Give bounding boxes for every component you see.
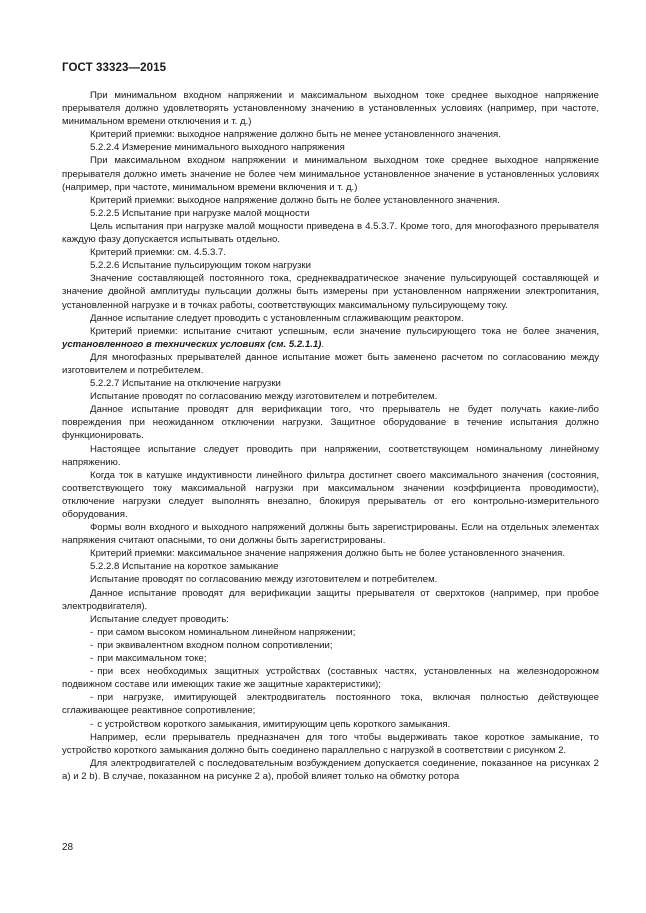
paragraph-text: Формы волн входного и выходного напряжений должны быть зарегистрированы. Если на отдельных элементах напряжения считают опасными, то они должны быть зарегистрированы. — [62, 522, 599, 547]
paragraph-text: При минимальном входном напряжении и максимальном выходном токе среднее выходное напряжение прерывателя должно удовлетворять установленному значению в установленных условиях (например, при частоте, минимальном времени отключения и т. д.) — [62, 90, 599, 128]
paragraph-text: Когда ток в катушке индуктивности линейного фильтра достигнет своего максимального значения (состояния, соответствующего току максимальной нагрузки при максимальном значении коэффициента проводимости), отключение нагрузки следует выполнять внезапно, блокируя прерыватель от его контрольно-измерительного оборудования. — [62, 469, 599, 520]
paragraph — [62, 220, 599, 246]
list-item — [62, 718, 599, 731]
section-heading-text: 5.2.2.6 Испытание пульсирующим током нагрузки — [90, 260, 311, 272]
list-item-text: при нагрузке, имитирующей электродвигатель постоянного тока, включая полностью действующее сглаживающее реактивное сопротивление; — [62, 692, 599, 717]
paragraph — [62, 128, 599, 141]
list-item — [62, 691, 599, 717]
paragraph — [62, 613, 599, 626]
paragraph — [62, 403, 599, 442]
paragraph-text: Критерий приемки: выходное напряжение должно быть не менее установленного значения. — [90, 129, 501, 141]
paragraph-text: Критерий приемки: испытание считают успешным, если значение пульсирующего тока не более значения, — [90, 325, 599, 337]
section-heading — [62, 259, 599, 272]
paragraph-text: Испытание проводят по согласованию между изготовителем и потребителем. — [90, 574, 438, 586]
list-item-text: при самом высоком номинальном линейном напряжении; — [97, 626, 356, 638]
paragraph-text: Критерий приемки: максимальное значение напряжения должно быть не более установленного значения. — [90, 548, 566, 560]
paragraph-tail: . — [321, 338, 325, 350]
paragraph — [62, 89, 599, 128]
paragraph — [62, 194, 599, 207]
paragraph — [62, 469, 599, 521]
list-item-text: при всех необходимых защитных устройствах (составных частях, установленных на железнодорожном подвижном составе или имеющих такие же защитные характеристики); — [62, 666, 599, 691]
paragraph — [62, 390, 599, 403]
paragraph — [62, 521, 599, 547]
paragraph-text: Испытание проводят по согласованию между изготовителем и потребителем. — [90, 391, 438, 403]
paragraph-text: Цель испытания при нагрузке малой мощности приведена в 4.5.3.7. Кроме того, для многофазного прерывателя каждую фазу допускается испытывать отдельно. — [62, 220, 599, 246]
list-dash: - — [90, 666, 94, 678]
list-item-text: при эквивалентном входном полном сопротивлении; — [97, 639, 333, 651]
paragraph — [62, 547, 599, 560]
paragraph-text: Настоящее испытание следует проводить при напряжении, соответствующем номинальному линейному напряжению. — [62, 443, 599, 468]
paragraph-text: Данное испытание проводят для верификации того, что прерыватель не будет получать какие-либо повреждения при неожиданном отключении нагрузки. Защитное оборудование в течение испытания должно функционировать. — [62, 404, 599, 442]
paragraph — [62, 325, 599, 351]
list-dash: - — [90, 639, 94, 651]
list-item-text: с устройством короткого замыкания, имитирующим цепь короткого замыкания. — [97, 718, 451, 730]
paragraph-text: Для многофазных прерывателей данное испытание может быть заменено расчетом по согласованию между изготовителем и потребителем. — [62, 351, 599, 376]
document-standard-header: ГОСТ 33323—2015 — [62, 62, 167, 74]
list-dash: - — [90, 626, 94, 638]
section-heading-text: 5.2.2.8 Испытание на короткое замыкание — [90, 561, 279, 573]
paragraph — [62, 312, 599, 325]
paragraph — [62, 154, 599, 193]
section-heading-text: 5.2.2.7 Испытание на отключение нагрузки — [90, 378, 281, 390]
paragraph — [62, 587, 599, 613]
paragraph — [62, 246, 599, 259]
paragraph-text: Критерий приемки: выходное напряжение должно быть не более установленного значения. — [90, 194, 500, 206]
paragraph-text: Данное испытание проводят для верификации защиты прерывателя от сверхтоков (например, при пробое электродвигателя). — [62, 587, 599, 612]
paragraph — [62, 757, 599, 783]
section-heading — [62, 560, 599, 573]
paragraph-text: Критерий приемки: см. 4.5.3.7. — [90, 247, 227, 259]
paragraph — [62, 443, 599, 469]
page-number: 28 — [62, 842, 74, 853]
emphasized-reference: установленного в технических условиях (см. 5.2.1.1) — [62, 338, 322, 350]
list-item-text: при максимальном токе; — [97, 653, 207, 665]
document-body — [62, 89, 599, 783]
paragraph-text: Данное испытание следует проводить с установленным сглаживающим реактором. — [90, 312, 464, 324]
list-item — [62, 626, 599, 639]
list-item — [62, 639, 599, 652]
section-heading — [62, 377, 599, 390]
list-item — [62, 652, 599, 665]
paragraph-text: Значение составляющей постоянного тока, среднеквадратическое значение пульсирующей составляющей и значение двойной амплитуды пульсации должны быть измерены при установленном напряжении электропитания, установленной нагрузке и в точках работы, соответствующих максимальному пульсирующему току. — [62, 273, 599, 311]
section-heading-text: 5.2.2.4 Измерение минимального выходного напряжения — [90, 142, 345, 154]
list-dash: - — [90, 692, 94, 704]
section-heading — [62, 207, 599, 220]
paragraph-text: Испытание следует проводить: — [90, 613, 229, 625]
list-item — [62, 665, 599, 691]
paragraph — [62, 573, 599, 586]
paragraph-text: Для электродвигателей с последовательным возбуждением допускается соединение, показанное на рисунках 2 а) и 2 b). В случае, показанном на рисунке 2 а), пробой влияет только на обмотку ротора — [62, 757, 599, 782]
paragraph-text: При максимальном входном напряжении и минимальном выходном токе среднее выходное напряжение прерывателя должно иметь значение не более чем минимальное установленное значение в установленных условиях (например, при частоте, минимальном времени включения и т. д.) — [62, 155, 599, 193]
paragraph — [62, 272, 599, 311]
list-dash: - — [90, 653, 94, 665]
section-heading-text: 5.2.2.5 Испытание при нагрузке малой мощности — [90, 207, 310, 219]
paragraph-text: Например, если прерыватель предназначен для того чтобы выдерживать такое короткое замыкание, то устройство короткого замыкания должно быть соединено параллельно с нагрузкой в соответствии с рисунком 2. — [62, 731, 599, 756]
section-heading — [62, 141, 599, 154]
paragraph — [62, 351, 599, 377]
paragraph — [62, 731, 599, 757]
list-dash: - — [90, 718, 94, 730]
